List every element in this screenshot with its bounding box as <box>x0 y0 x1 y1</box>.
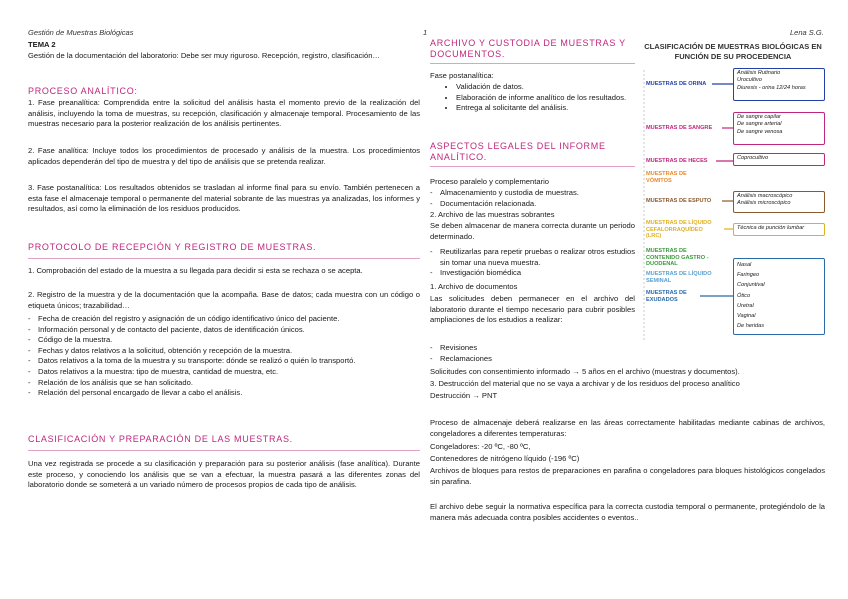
list-item: - Almacenamiento y custodia de muestras. <box>430 188 635 199</box>
list-item: - Código de la muestra. <box>28 335 420 346</box>
box-esputo <box>733 191 825 213</box>
legales-sub2: 2. Archivo de las muestras sobrantes <box>430 210 555 219</box>
bottom-l5: Contenedores de nitrógeno líquido (-196 ºC) <box>430 454 580 463</box>
list-item: Análisis Rutinario <box>737 70 781 76</box>
list-item: - Datos relativos a la toma de la muestra y su transporte: dónde se realizó o quién lo transportó. <box>28 356 420 367</box>
label-line: DUODENAL <box>646 261 678 268</box>
list-item: Faringeo <box>737 272 760 279</box>
label-exudados <box>646 290 687 303</box>
list-item: • Elaboración de informe analítico de los resultados. <box>456 93 653 104</box>
list-item: - Revisiones <box>430 343 635 354</box>
proceso-heading: PROCESO ANALÍTICO: <box>28 86 138 96</box>
diagram-title: CLASIFICACIÓN DE MUESTRAS BIOLÓGICAS EN FUNCIÓN DE SU PROCEDENCIA <box>644 42 822 61</box>
intro-text: Gestión de la documentación del laboratorio: Debe ser muy riguroso. Recepción, registro, clasificación… <box>28 51 381 60</box>
list-item: - Fechas y datos relativos a la solicitud, obtención y recepción de la muestra. <box>28 346 420 357</box>
box-exudados <box>733 258 825 335</box>
label-line: MUESTRAS DE LÍQUIDO <box>646 220 712 226</box>
list-item: Nasal <box>737 262 752 268</box>
list-item: • Entrega al solicitante del análisis. <box>456 103 653 114</box>
legales-lead: Proceso paralelo y complementario <box>430 177 550 186</box>
list-item: Diuresis - orina 12/24 horas <box>737 84 806 91</box>
bottom-l4: Congeladores: -20 ºC, -80 ºC, <box>430 442 531 451</box>
protocolo-p2: 2. Registro de la muestra y de la documentación que la acompaña. Base de datos; cada muestra con un código o etiqueta únicos; trazabilidad… <box>28 290 420 310</box>
label-sangre: MUESTRAS DE SANGRE <box>646 125 713 131</box>
label-vomitos <box>646 171 687 184</box>
list-item: - Información personal y de contacto del paciente, datos de identificación únicos. <box>28 325 420 336</box>
box-lcr <box>733 223 825 236</box>
list-item: Análisis macroscópico <box>737 193 793 199</box>
list-item: Ótico <box>737 292 751 299</box>
archivo-lead: Fase postanalítica: <box>430 71 494 80</box>
label-line: SEMINAL <box>646 277 672 284</box>
list-item: Técnica de punción lumbar <box>737 225 805 231</box>
list-item: - Reutilizarlas para repetir pruebas o realizar otros estudios sin tomar una nueva muestra. <box>430 247 635 268</box>
protocolo-heading: PROTOCOLO DE RECEPCIÓN Y REGISTRO DE MUESTRAS. <box>28 242 317 252</box>
header-left: Gestión de Muestras Biológicas <box>28 28 134 37</box>
list-item: Uretral <box>737 302 754 309</box>
bottom-l2: 3. Destrucción del material que no se vaya a archivar y de los residuos del proceso analítico <box>430 379 740 388</box>
box-sangre <box>733 112 825 145</box>
archivo-heading: ARCHIVO Y CUSTODIA DE MUESTRAS Y DOCUMENTOS. <box>430 38 626 59</box>
label-seminal <box>646 271 712 284</box>
label-line: (LRC) <box>646 233 662 240</box>
list-item: - Relación de los análisis que se han solicitado. <box>28 378 420 389</box>
label-line: MUESTRAS DE <box>646 290 687 296</box>
list-item: - Datos relativos a la muestra: tipo de muestra, cantidad de muestra, etc. <box>28 367 420 378</box>
proceso-p1: 1. Fase preanalítica: Comprendida entre la solicitud del análisis hasta el momento previo de la realización del análisis, incluyendo la toma de muestras, su recepción, clasificación y almacenaje temporal. Procesamiento de las muestras necesario para la posterior realización de los análisis pertinentes. <box>28 98 420 129</box>
label-heces: MUESTRAS DE HECES <box>646 158 708 164</box>
bottom-l3: Destrucción → PNT <box>430 391 498 400</box>
header-right: Lena S.G. <box>790 28 824 37</box>
list-item: Vaginal <box>737 313 756 320</box>
list-item: • Validación de datos. <box>456 82 653 93</box>
tema-title: TEMA 2 <box>28 40 56 49</box>
label-lcr <box>646 220 712 240</box>
protocolo-p1: 1. Comprobación del estado de la muestra a su llegada para decidir si esta se rechaza o se acepta. <box>28 266 363 275</box>
bottom-l1: Solicitudes con consentimiento informado → 5 años en el archivo (muestras y documentos). <box>430 367 740 376</box>
list-item: De heridas <box>737 323 765 330</box>
list-item: Análisis microscópico <box>737 200 791 207</box>
label-orina: MUESTRAS DE ORINA <box>646 81 707 87</box>
label-gastro <box>646 248 708 268</box>
clasificacion-p1: Una vez registrada se procede a su clasificación y preparación para su posterior análisis (fase analítica). Durante este proceso, y conociendo los análisis que se van a efectuar, la muestra pasará a las diferentes zonas del laboratorio donde se someterá a un variado número de procesos propios de cada tipo de análisis. <box>28 459 420 490</box>
list-item: De sangre venosa <box>737 128 783 135</box>
legales-p2: Se deben almacenar de manera correcta durante un periodo determinado. <box>430 221 635 241</box>
proceso-p3: 3. Fase postanalítica: Los resultados obtenidos se trasladan al informe final para su envío. También pertenecen a esta fase el almacenaje temporal o permanente del material sobrante de las muestras ya analizadas, los informes y resultados, así como la eliminación de los residuos producidos. <box>28 183 420 214</box>
label-line: EXUDADOS <box>646 296 678 303</box>
box-orina <box>733 68 825 101</box>
legales-p1: Las solicitudes deben permanecer en el archivo del laboratorio durante el tiempo necesario para cubrir posibles ampliaciones de los estudios a realizar: <box>430 294 635 325</box>
legales-sub1: 1. Archivo de documentos <box>430 282 518 291</box>
list-item: De sangre arterial <box>737 121 782 128</box>
list-item: - Reclamaciones <box>430 354 635 365</box>
list-item: - Relación del personal encargado de llevar a cabo el análisis. <box>28 388 420 399</box>
label-line: MUESTRAS DE <box>646 171 687 177</box>
bottom-l6: Archivos de bloques para restos de preparaciones en parafina o congeladores para bloques histológicos congelados sin parafina. <box>430 466 825 486</box>
list-item: De sangre capilar <box>737 114 781 120</box>
list-item: Coprocultivo <box>737 155 769 161</box>
legales-heading: ASPECTOS LEGALES DEL INFORME ANALÍTICO. <box>430 141 606 162</box>
list-item: Urocultivo <box>737 77 762 84</box>
page-number: 1 <box>423 28 428 37</box>
bottom-p2: El archivo debe seguir la normativa específica para la correcta custodia temporal o permanente, protegiéndolo de la manera más adecuada contra posibles accidentes o eventos.. <box>430 502 825 522</box>
bottom-p1: Proceso de almacenaje deberá realizarse en las áreas correctamente habilitadas mediante cabinas de archivos, congeladores a diferentes temperaturas: <box>430 418 825 438</box>
list-item: - Fecha de creación del registro y asignación de un código identificativo único del paciente. <box>28 314 420 325</box>
list-item: Conjuntival <box>737 282 765 289</box>
proceso-p2: 2. Fase analítica: Incluye todos los procedimientos de procesado y análisis de la muestra. Los procedimientos aplicados dependerán del tipo de muestra y del tipo de análisis que se pretenda realizar. <box>28 146 420 166</box>
label-line: CEFALORRAQUÍDEO <box>646 226 703 233</box>
clasificacion-heading: CLASIFICACIÓN Y PREPARACIÓN DE LAS MUESTRAS. <box>28 434 293 444</box>
label-line: MUESTRAS DE <box>646 248 687 254</box>
label-line: VÓMITOS <box>646 177 672 184</box>
box-heces <box>733 153 825 166</box>
list-item: - Investigación biomédica <box>430 268 635 279</box>
label-line: CONTENIDO GASTRO - <box>646 254 709 261</box>
label-esputo: MUESTRAS DE ESPUTO <box>646 198 712 204</box>
list-item: - Documentación relacionada. <box>430 199 635 210</box>
label-line: MUESTRAS DE LÍQUIDO <box>646 271 712 277</box>
